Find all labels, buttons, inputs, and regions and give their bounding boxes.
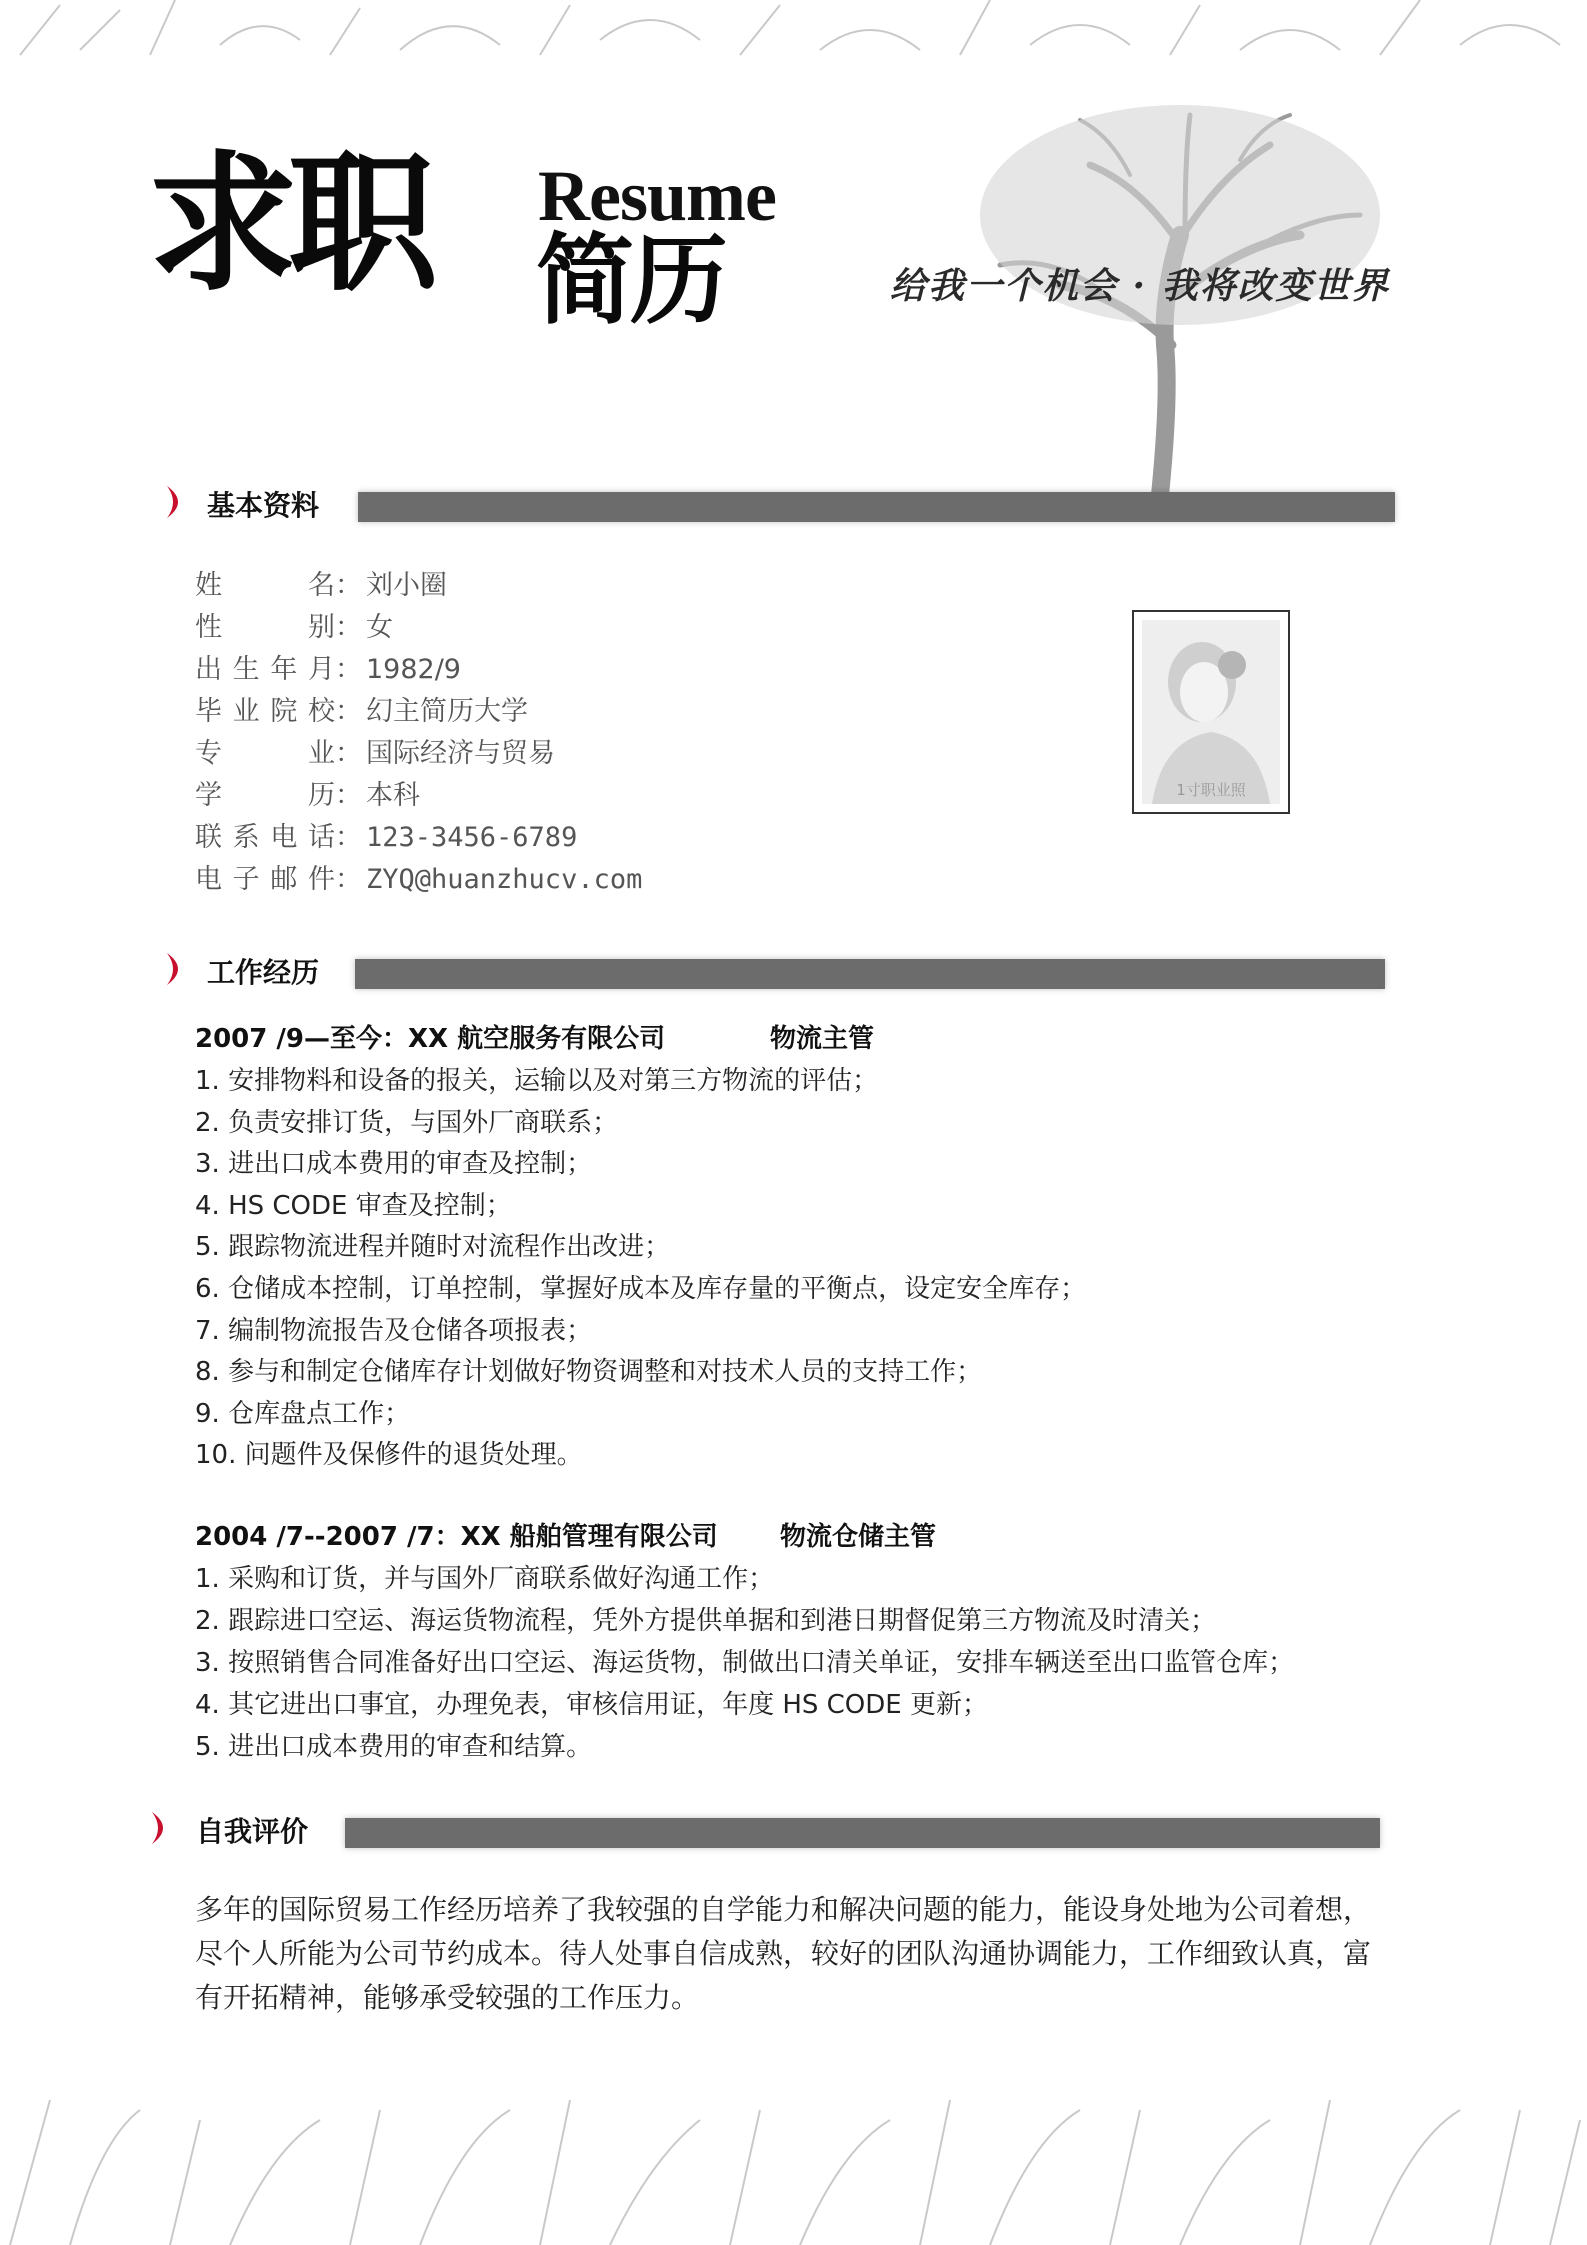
job-position: 物流主管 bbox=[770, 1024, 875, 1054]
job-duty-item: 2. 跟踪进口空运、海运货物流程，凭外方提供单据和到港日期督促第三方物流及时清关； bbox=[195, 1606, 1217, 1636]
info-row-degree: 学历： 本科 bbox=[195, 773, 420, 812]
info-value: 幻主简历大学 bbox=[366, 696, 528, 727]
job-duty-item: 2. 负责安排订货，与国外厂商联系； bbox=[195, 1108, 619, 1138]
info-value: 女 bbox=[366, 612, 393, 643]
job-header bbox=[195, 1018, 875, 1055]
job-duty-item: 3. 进出口成本费用的审查及控制； bbox=[195, 1149, 593, 1179]
avatar-placeholder-icon bbox=[1142, 620, 1280, 804]
photo-caption: 1寸职业照 bbox=[1176, 781, 1246, 799]
info-value: 1982/9 bbox=[366, 654, 461, 685]
info-value: ZYQ@huanzhucv.com bbox=[366, 864, 643, 895]
job-duty-item: 4. HS CODE 审查及控制； bbox=[195, 1191, 512, 1221]
job-duty-item: 4. 其它进出口事宜，办理免表，审核信用证，年度 HS CODE 更新； bbox=[195, 1690, 988, 1720]
title-chinese-sub: 简历 bbox=[536, 224, 725, 338]
info-value: 国际经济与贸易 bbox=[366, 738, 555, 769]
job-duty-item: 6. 仓储成本控制，订单控制，掌握好成本及库存量的平衡点，设定安全库存； bbox=[195, 1274, 1087, 1304]
info-value: 刘小圈 bbox=[366, 570, 447, 601]
chevron-right-icon bbox=[150, 1810, 176, 1846]
job-period-company: 2004 /7--2007 /7：XX 船舶管理有限公司 bbox=[195, 1522, 718, 1552]
info-row-phone: 联系电话： 123-3456-6789 bbox=[195, 815, 577, 854]
job-duty-item: 5. 进出口成本费用的审查和结算。 bbox=[195, 1732, 593, 1762]
section-title-self: 自我评价 bbox=[196, 1815, 309, 1848]
job-period-company: 2007 /9—至今：XX 航空服务有限公司 bbox=[195, 1024, 666, 1054]
job-duty-item: 10. 问题件及保修件的退货处理。 bbox=[195, 1440, 583, 1470]
info-label: 出生年月 bbox=[195, 654, 335, 685]
info-label: 电子邮件 bbox=[195, 864, 335, 895]
profile-photo bbox=[1132, 610, 1290, 814]
info-label: 姓名 bbox=[195, 570, 335, 601]
chevron-right-icon bbox=[165, 484, 191, 520]
info-row-gender: 性别： 女 bbox=[195, 605, 393, 644]
job-duty-item: 3. 按照销售合同准备好出口空运、海运货物，制做出口清关单证，安排车辆送至出口监管仓库； bbox=[195, 1648, 1295, 1678]
info-label: 学历 bbox=[195, 780, 335, 811]
chevron-right-icon bbox=[165, 951, 191, 987]
job-duty-item: 1. 采购和订货，并与国外厂商联系做好沟通工作； bbox=[195, 1564, 775, 1594]
slogan: 给我一个机会 · 我将改变世界 bbox=[890, 265, 1390, 307]
section-header-self bbox=[150, 1806, 1380, 1850]
title-english: Resume bbox=[538, 156, 776, 236]
job-duty-item: 8. 参与和制定仓储库存计划做好物资调整和对技术人员的支持工作； bbox=[195, 1357, 983, 1387]
job-position: 物流仓储主管 bbox=[780, 1522, 937, 1552]
self-evaluation-text: 多年的国际贸易工作经历培养了我较强的自学能力和解决问题的能力，能设身处地为公司着想，尽个人所能为公司节约成本。待人处事自信成熟，较好的团队沟通协调能力，工作细致认真，富有开拓精神，能够承受较强的工作压力。 bbox=[195, 1893, 1372, 2014]
job-duty-item: 5. 跟踪物流进程并随时对流程作出改进； bbox=[195, 1232, 671, 1262]
decorative-sketch-band-bottom bbox=[0, 2080, 1587, 2245]
info-value: 本科 bbox=[366, 780, 420, 811]
job-duty-item: 7. 编制物流报告及仓储各项报表； bbox=[195, 1316, 593, 1346]
info-row-name: 姓名： 刘小圈 bbox=[195, 563, 447, 602]
section-divider-bar bbox=[345, 1818, 1380, 1848]
info-row-birth: 出生年月： 1982/9 bbox=[195, 647, 461, 686]
job-duty-item: 9. 仓库盘点工作； bbox=[195, 1399, 411, 1429]
decorative-sketch-band-top bbox=[0, 0, 1587, 60]
section-header-basic bbox=[165, 480, 1395, 524]
info-row-major: 专业： 国际经济与贸易 bbox=[195, 731, 555, 770]
title-chinese-main: 求职 bbox=[148, 138, 429, 312]
info-row-email: 电子邮件： ZYQ@huanzhucv.com bbox=[195, 857, 642, 896]
info-label: 性别 bbox=[195, 612, 335, 643]
section-title-basic: 基本资料 bbox=[207, 489, 320, 522]
section-divider-bar bbox=[358, 492, 1395, 522]
info-label: 联系电话 bbox=[195, 822, 335, 853]
info-row-school: 毕业院校： 幻主简历大学 bbox=[195, 689, 528, 728]
job-duty-item: 1. 安排物料和设备的报关，运输以及对第三方物流的评估； bbox=[195, 1066, 879, 1096]
info-value: 123-3456-6789 bbox=[366, 822, 578, 853]
section-title-work: 工作经历 bbox=[207, 956, 320, 989]
job-header bbox=[195, 1516, 937, 1553]
section-header-work bbox=[165, 947, 1395, 991]
info-label: 毕业院校 bbox=[195, 696, 335, 727]
info-label: 专业 bbox=[195, 738, 335, 769]
section-divider-bar bbox=[355, 959, 1385, 989]
